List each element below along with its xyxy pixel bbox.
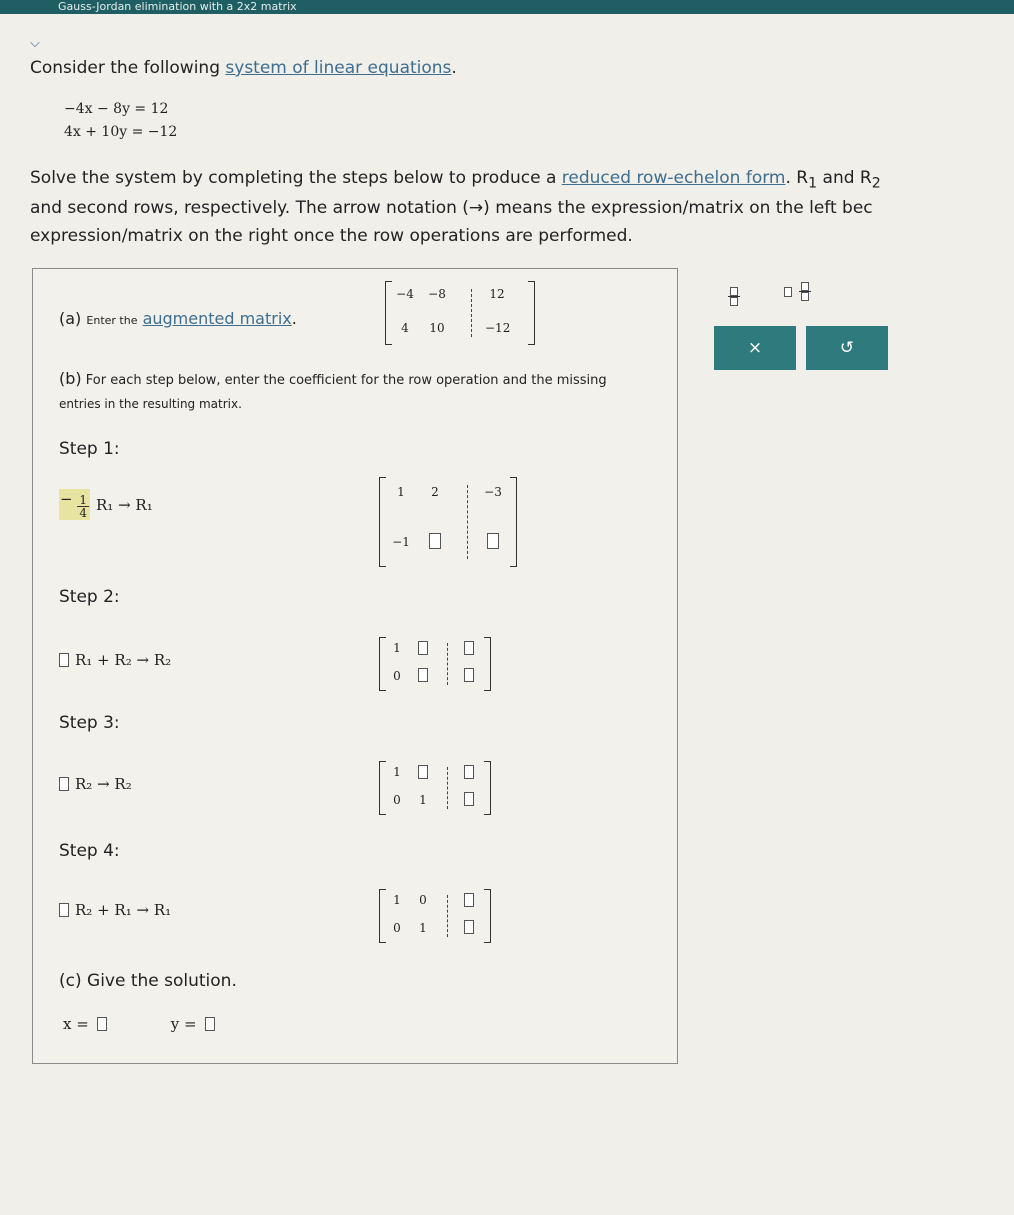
equation-2: 4x + 10y = −12 [64,124,178,140]
matrix-cell[interactable]: −3 [484,485,502,499]
empty-input-box[interactable] [464,893,474,907]
matrix-cell[interactable]: −8 [428,287,446,301]
instr-and: and R [817,168,872,188]
clear-button[interactable] [714,326,796,370]
y-input[interactable] [205,1017,215,1031]
matrix-cell[interactable]: 10 [429,321,445,335]
matrix-input[interactable] [457,791,481,806]
matrix-cell[interactable]: 1 [393,893,401,907]
intro-suffix: . [451,58,457,78]
step-4-title: Step 4: [59,841,120,861]
intro-text [30,58,457,78]
undo-icon: ↺ [839,338,855,358]
matrix-input[interactable] [457,667,481,682]
solution-row [63,1015,215,1033]
part-b-line-2: entries in the resulting matrix. [59,397,242,411]
part-a-text: Enter the [86,314,138,327]
matrix-cell[interactable]: 4 [401,321,409,335]
step-3-operation [59,775,132,793]
step-3-matrix [379,761,491,815]
step-3-expr: R₂ → R₂ [75,775,132,793]
step-4-operation [59,901,171,919]
instr-mid: . R [785,168,809,188]
page-header: Gauss-Jordan elimination with a 2x2 matrix [0,0,1014,14]
empty-input-box[interactable] [418,641,428,655]
step-1-operation [59,489,153,520]
matrix-input[interactable] [457,640,481,655]
part-c-label: (c) Give the solution. [59,971,237,991]
part-a-suffix: . [291,309,297,328]
empty-input-box[interactable] [429,533,441,549]
matrix-cell[interactable]: 0 [393,793,401,807]
matrix-input[interactable] [457,919,481,934]
x-label: x = [63,1015,89,1033]
empty-input-box[interactable] [464,641,474,655]
instruction-line-1 [30,168,881,191]
step-2-operation [59,651,171,669]
x-input[interactable] [97,1017,107,1031]
part-a-label [59,309,297,328]
matrix-cell[interactable]: −1 [392,535,410,549]
coefficient-input[interactable] [59,653,69,667]
matrix-cell[interactable]: −4 [396,287,414,301]
close-icon: × [747,338,763,358]
bracket-right [484,889,491,943]
empty-input-box[interactable] [464,668,474,682]
augmented-matrix-link[interactable]: augmented matrix [142,309,292,328]
part-b-letter: (b) [59,369,82,388]
coef-numerator: 1 [79,493,87,507]
undo-button[interactable] [806,326,888,370]
fraction-tool-icon[interactable] [728,282,740,306]
step-2-title: Step 2: [59,587,120,607]
part-a-letter: (a) [59,309,82,328]
augment-divider [471,289,472,337]
empty-input-box[interactable] [464,765,474,779]
matrix-cell[interactable]: 1 [393,641,401,655]
matrix-cell[interactable]: 1 [419,921,427,935]
augment-divider [447,895,448,937]
empty-input-box[interactable] [487,533,499,549]
step-1-matrix [379,477,517,567]
rref-link[interactable]: reduced row-echelon form [561,168,786,188]
matrix-cell[interactable]: 12 [489,287,505,301]
augment-divider [467,485,468,559]
part-b-line-1 [59,369,607,388]
matrix-input[interactable] [481,533,505,549]
coefficient-input[interactable] [59,903,69,917]
intro-prefix: Consider the following [30,58,226,78]
matrix-cell[interactable]: 1 [397,485,405,499]
matrix-input[interactable] [411,764,435,779]
step-2-matrix [379,637,491,691]
empty-input-box[interactable] [418,668,428,682]
chevron-down-icon[interactable]: ⌵ [30,36,40,51]
matrix-cell[interactable]: −12 [485,321,511,335]
step-3-title: Step 3: [59,713,120,733]
matrix-cell[interactable]: 1 [393,765,401,779]
matrix-cell[interactable]: 2 [431,485,439,499]
bracket-left [379,477,386,567]
bracket-right [528,281,535,345]
matrix-input[interactable] [457,764,481,779]
step-1-coefficient[interactable] [59,489,90,520]
coef-denominator: 4 [79,506,87,520]
augment-divider [447,767,448,809]
matrix-input[interactable] [457,892,481,907]
bracket-right [484,761,491,815]
bracket-right [484,637,491,691]
matrix-cell[interactable]: 0 [393,921,401,935]
instruction-line-2: and second rows, respectively. The arrow notation (→) means the expression/matrix on the left bec [30,198,873,218]
step-1-expr: R₁ → R₁ [96,495,153,514]
equation-1: −4x − 8y = 12 [64,101,169,117]
matrix-cell[interactable]: 0 [419,893,427,907]
answer-panel [32,268,678,1064]
y-label: y = [170,1015,197,1033]
step-1-title: Step 1: [59,439,120,459]
bracket-right [510,477,517,567]
matrix-cell[interactable]: 0 [393,669,401,683]
matrix-cell[interactable]: 1 [419,793,427,807]
instr-prefix: Solve the system by completing the steps below to produce a [30,168,562,188]
empty-input-box[interactable] [418,765,428,779]
instr-sub1: 1 [808,175,818,192]
empty-input-box[interactable] [464,920,474,934]
coef-sign: − [60,490,73,508]
augmented-matrix [385,281,535,345]
matrix-input[interactable] [423,533,447,549]
instr-sub2: 2 [871,175,881,192]
bracket-left [385,281,392,345]
step-2-expr: R₁ + R₂ → R₂ [75,651,172,669]
coefficient-input[interactable] [59,777,69,791]
empty-input-box[interactable] [464,792,474,806]
step-4-matrix [379,889,491,943]
matrix-input[interactable] [411,667,435,682]
instruction-line-3: expression/matrix on the right once the row operations are performed. [30,226,633,246]
matrix-input[interactable] [411,640,435,655]
coef-fraction [77,494,89,519]
step-4-expr: R₂ + R₁ → R₁ [75,901,172,919]
part-b-text: For each step below, enter the coefficient for the row operation and the missing [85,373,607,388]
augment-divider [447,643,448,685]
system-link[interactable]: system of linear equations [225,58,452,78]
mixed-number-tool-icon[interactable] [784,282,811,301]
